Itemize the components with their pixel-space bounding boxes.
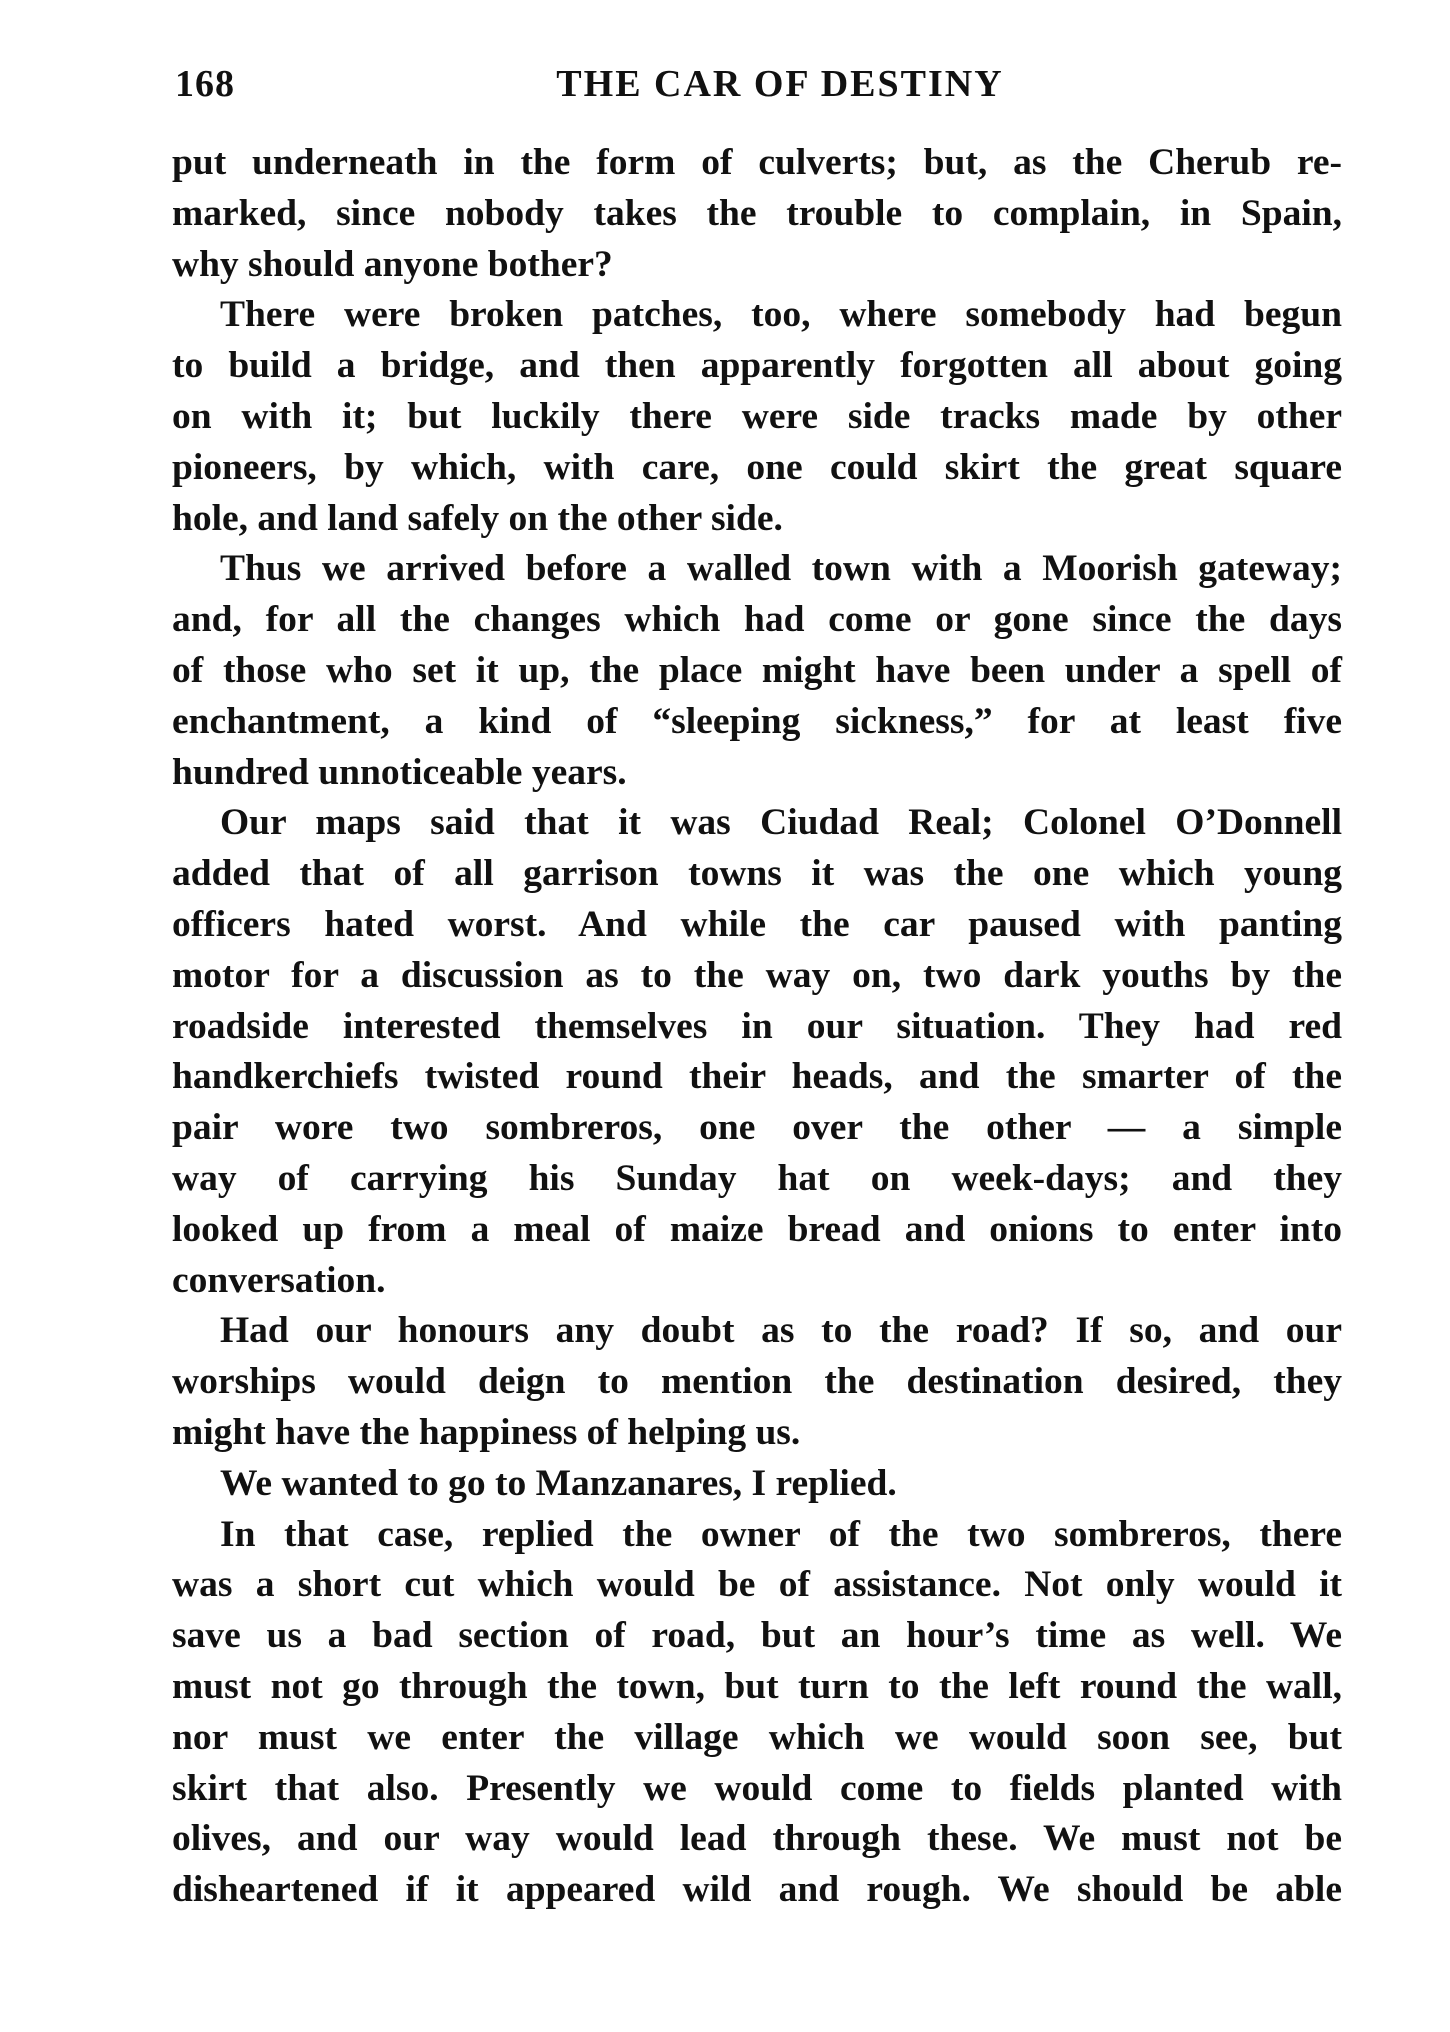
text-line: Our maps said that it was Ciudad Real; Colonel O’Donnell bbox=[220, 802, 1342, 844]
text-line: hole, and land safely on the other side. bbox=[172, 497, 783, 539]
text-line: officers hated worst. And while the car paused with panting bbox=[172, 903, 1342, 945]
text-line: way of carrying his Sunday hat on week-days; and they bbox=[172, 1157, 1342, 1199]
text-line: conversation. bbox=[172, 1259, 386, 1301]
paragraph bbox=[172, 1510, 1342, 1916]
text-line: pioneers, by which, with care, one could skirt the great square bbox=[172, 446, 1342, 488]
paragraph bbox=[172, 1459, 1342, 1510]
paragraph bbox=[172, 290, 1342, 544]
text-line: of those who set it up, the place might have been under a spell of bbox=[172, 649, 1342, 691]
paragraph bbox=[172, 1306, 1342, 1458]
text-line: hundred unnoticeable years. bbox=[172, 751, 627, 793]
text-line: olives, and our way would lead through these. We must not be bbox=[172, 1818, 1342, 1860]
text-line: nor must we enter the village which we would soon see, but bbox=[172, 1716, 1342, 1758]
body-text bbox=[172, 138, 1342, 1916]
text-line: must not go through the town, but turn to the left round the wall, bbox=[172, 1665, 1342, 1707]
text-line: roadside interested themselves in our situation. They had red bbox=[172, 1005, 1342, 1047]
text-line: In that case, replied the owner of the two sombreros, there bbox=[220, 1513, 1342, 1555]
text-line: on with it; but luckily there were side tracks made by other bbox=[172, 395, 1342, 437]
text-line: disheartened if it appeared wild and rough. We should be able bbox=[172, 1869, 1342, 1911]
text-line: worships would deign to mention the destination desired, they bbox=[172, 1361, 1342, 1403]
text-line: Had our honours any doubt as to the road? If so, and our bbox=[220, 1310, 1342, 1352]
text-line: pair wore two sombreros, one over the other — a simple bbox=[172, 1107, 1342, 1149]
text-line: save us a bad section of road, but an hour’s time as well. We bbox=[172, 1615, 1342, 1657]
page-number: 168 bbox=[175, 63, 235, 105]
text-line: put underneath in the form of culverts; but, as the Cherub re- bbox=[172, 142, 1342, 183]
text-line: was a short cut which would be of assistance. Not only would it bbox=[172, 1564, 1342, 1606]
text-line: handkerchiefs twisted round their heads, and the smarter of the bbox=[172, 1056, 1342, 1098]
text-line: to build a bridge, and then apparently forgotten all about going bbox=[172, 345, 1342, 387]
paragraph bbox=[172, 798, 1342, 1306]
text-line: skirt that also. Presently we would come to fields planted with bbox=[172, 1767, 1342, 1809]
text-line: marked, since nobody takes the trouble to complain, in Spain, bbox=[172, 192, 1342, 234]
text-line: enchantment, a kind of “sleeping sickness,” for at least five bbox=[172, 700, 1342, 742]
text-line: looked up from a meal of maize bread and onions to enter into bbox=[172, 1208, 1342, 1250]
text-line: There were broken patches, too, where somebody had begun bbox=[220, 294, 1342, 336]
text-line: We wanted to go to Manzanares, I replied. bbox=[220, 1462, 897, 1504]
running-head bbox=[175, 62, 1345, 118]
text-line: might have the happiness of helping us. bbox=[172, 1411, 801, 1453]
text-line: why should anyone bother? bbox=[172, 243, 613, 285]
text-line: motor for a discussion as to the way on, two dark youths by the bbox=[172, 954, 1342, 996]
paragraph bbox=[172, 544, 1342, 798]
running-title: THE CAR OF DESTINY bbox=[556, 63, 1004, 105]
paragraph bbox=[172, 138, 1342, 290]
text-line: Thus we arrived before a walled town with a Moorish gateway; bbox=[220, 548, 1342, 590]
text-line: added that of all garrison towns it was the one which young bbox=[172, 853, 1342, 895]
text-line: and, for all the changes which had come or gone since the days bbox=[172, 599, 1342, 641]
